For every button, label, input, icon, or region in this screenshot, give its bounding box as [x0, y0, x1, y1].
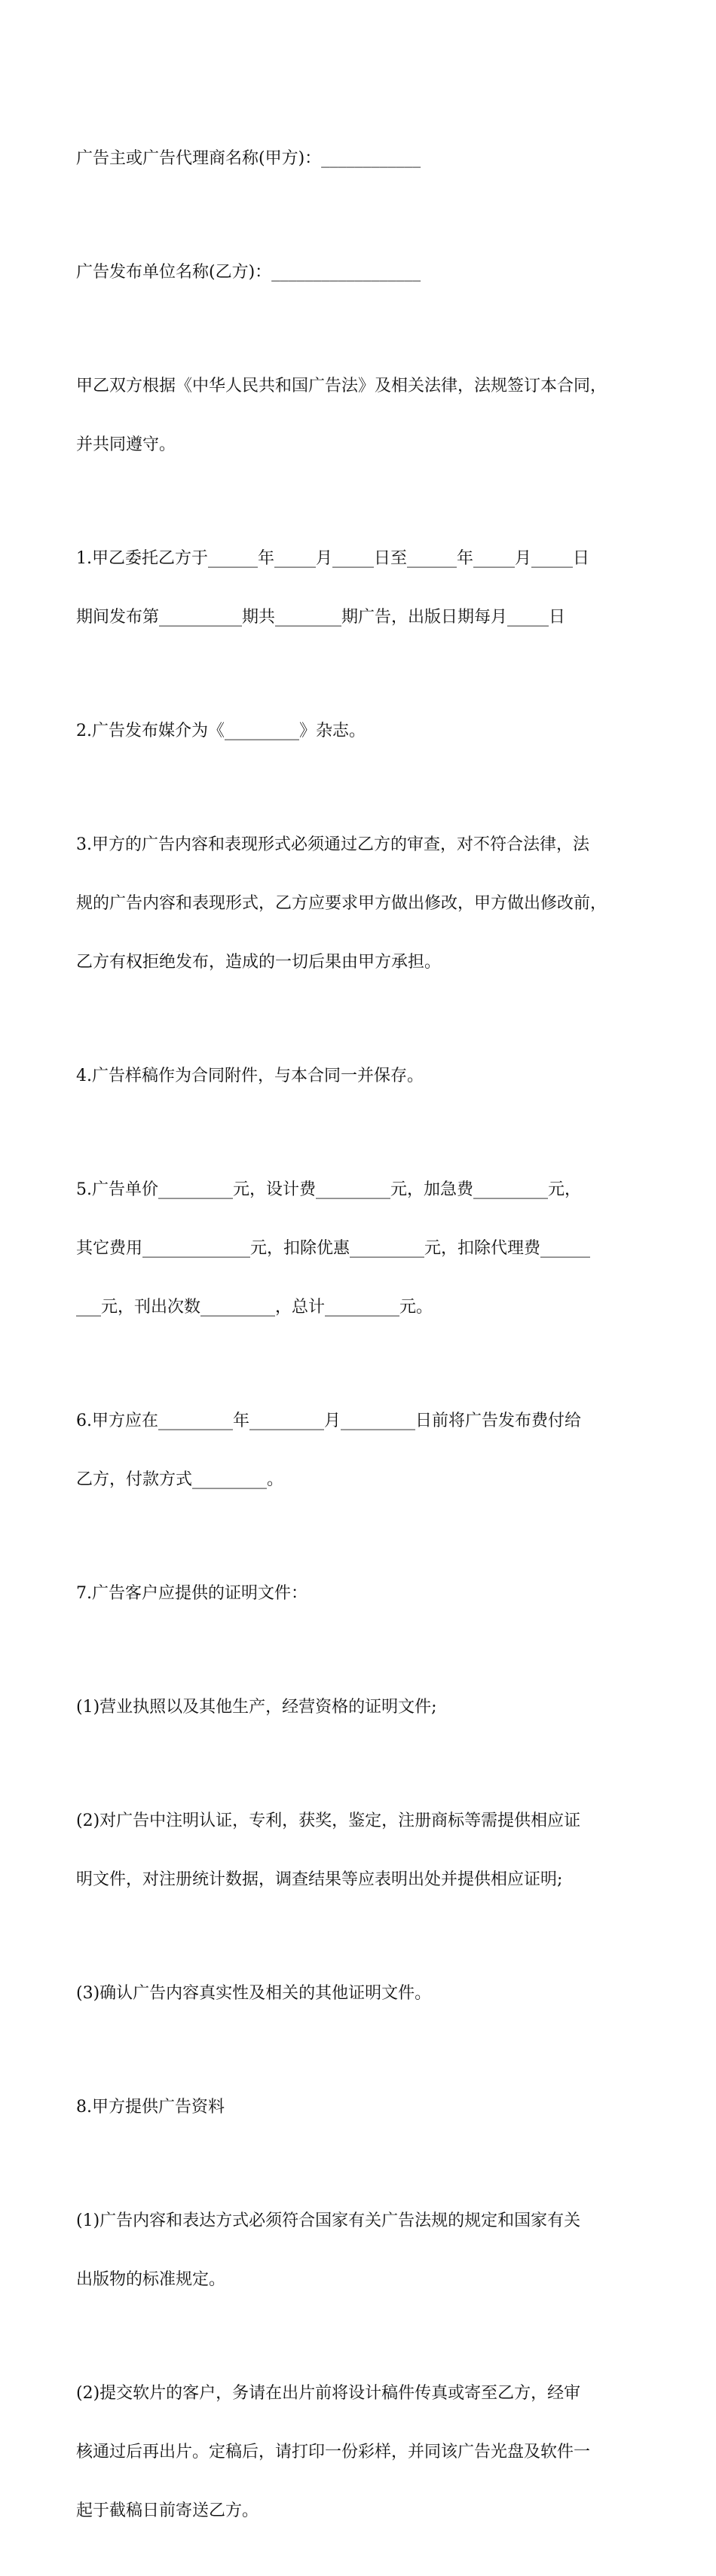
text-line: 规的广告内容和表现形式，乙方应要求甲方做出修改，甲方做出修改前， — [76, 894, 607, 913]
text-line: (1)广告内容和表达方式必须符合国家有关广告法规的规定和国家有关 — [76, 2211, 581, 2230]
party-b-name-paragraph — [76, 224, 649, 322]
contract-body — [76, 110, 649, 2576]
text-line: 3.甲方的广告内容和表现形式必须通过乙方的审查，对不符合法律，法 — [76, 835, 589, 854]
text-line: 2.广告发布媒介为《_________》杂志。 — [76, 722, 366, 740]
text-line: 其它费用_____________元，扣除优惠_________元，扣除代理费______ — [76, 1239, 591, 1258]
text-line: 7.广告客户应提供的证明文件： — [76, 1584, 308, 1603]
text-line: 8.甲方提供广告资料 — [76, 2098, 225, 2117]
clause-8-item-2 — [76, 2345, 649, 2560]
text-line: 乙方，付款方式_________。 — [76, 1470, 284, 1489]
clause-2-paragraph — [76, 682, 649, 780]
text-line: (2)对广告中注明认证，专利，获奖，鉴定，注册商标等需提供相应证 — [76, 1811, 581, 1830]
text-line: 甲乙双方根据《中华人民共和国广告法》及相关法律，法规签订本合同， — [76, 377, 607, 395]
text-line: 起于截稿日前寄送乙方。 — [76, 2501, 259, 2520]
preamble-paragraph — [76, 337, 649, 494]
clause-7-heading — [76, 1545, 649, 1643]
text-line: 并共同遵守。 — [76, 435, 176, 454]
clause-8-heading — [76, 2059, 649, 2156]
clause-1-paragraph — [76, 510, 649, 667]
text-line: (1)营业执照以及其他生产，经营资格的证明文件; — [76, 1698, 437, 1717]
text-line: (2)提交软片的客户，务请在出片前将设计稿件传真或寄至乙方，经审 — [76, 2384, 581, 2403]
clause-6-paragraph — [76, 1372, 649, 1529]
text-line: 广告主或广告代理商名称(甲方)：____________ — [76, 149, 421, 168]
text-line: 6.甲方应在_________年_________月_________日前将广告发布费付给 — [76, 1412, 581, 1430]
text-line: 期间发布第__________期共________期广告，出版日期每月_____日 — [76, 608, 566, 627]
clause-5-paragraph — [76, 1141, 649, 1357]
text-line: 核通过后再出片。定稿后，请打印一份彩样，并同该广告光盘及软件一 — [76, 2443, 591, 2462]
text-line: 广告发布单位名称(乙方)：__________________ — [76, 263, 421, 282]
text-line: ___元，刊出次数_________，总计_________元。 — [76, 1298, 433, 1317]
text-line: 出版物的标准规定。 — [76, 2270, 226, 2289]
text-line: 1.甲乙委托乙方于______年_____月_____日至______年_____月_____日 — [76, 549, 589, 568]
clause-7-item-3 — [76, 1945, 649, 2043]
clause-7-item-2 — [76, 1772, 649, 1929]
party-a-name-paragraph — [76, 110, 649, 208]
clause-3-paragraph — [76, 796, 649, 1012]
text-line: 4.广告样稿作为合同附件，与本合同一并保存。 — [76, 1067, 424, 1085]
clause-4-paragraph — [76, 1027, 649, 1125]
text-line: 明文件，对注册统计数据，调查结果等应表明出处并提供相应证明; — [76, 1870, 563, 1889]
text-line: 乙方有权拒绝发布，造成的一切后果由甲方承担。 — [76, 953, 442, 972]
text-line: (3)确认广告内容真实性及相关的其他证明文件。 — [76, 1984, 432, 2003]
clause-7-item-1 — [76, 1659, 649, 1757]
text-line: 5.广告单价_________元，设计费_________元，加急费_________元， — [76, 1180, 581, 1199]
clause-8-item-1 — [76, 2172, 649, 2329]
